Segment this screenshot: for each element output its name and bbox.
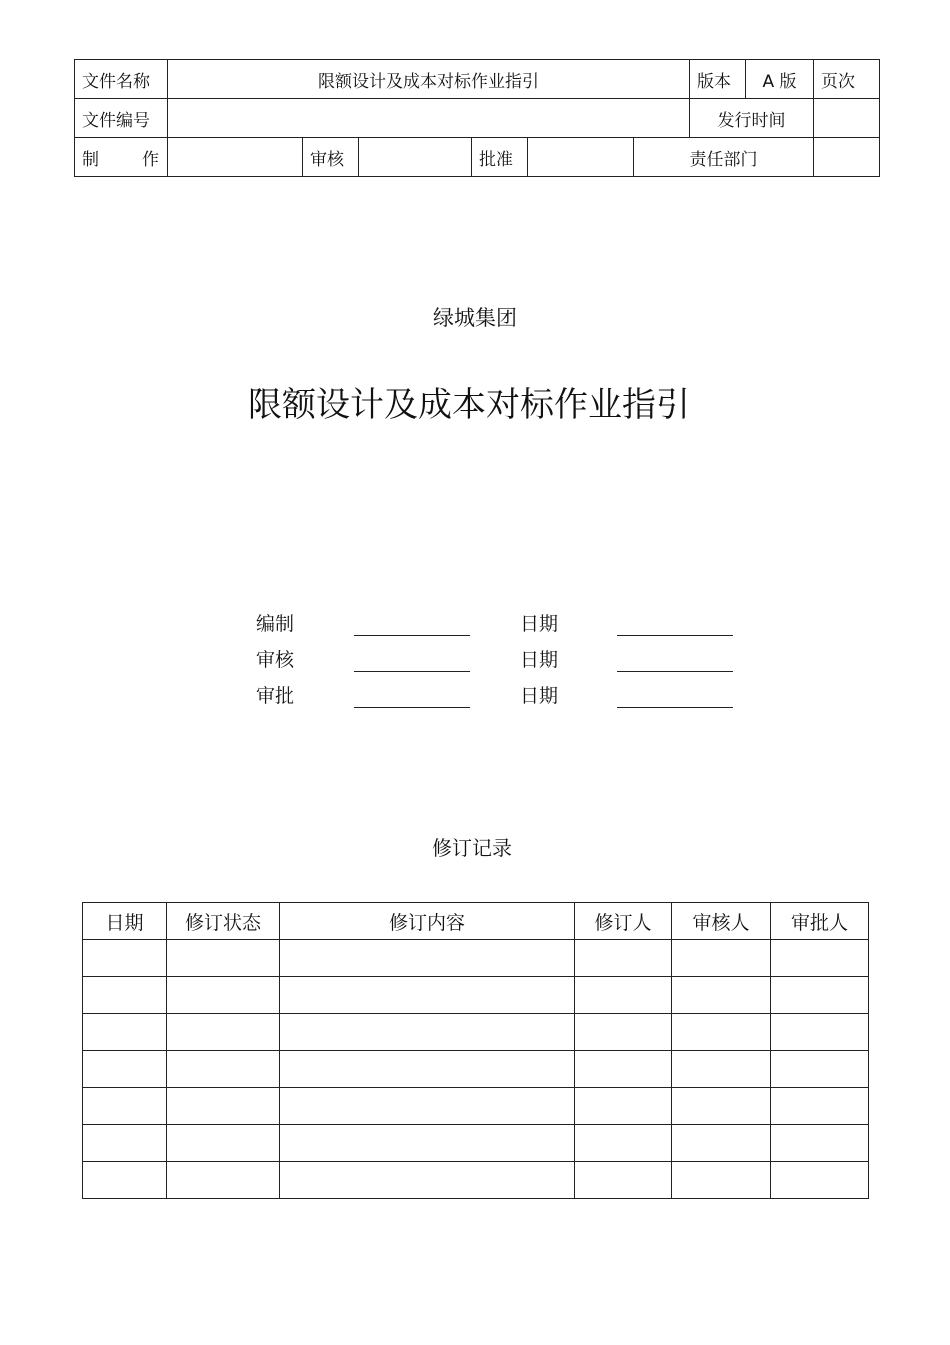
signature-role: 审批 xyxy=(256,685,295,707)
responsible-dept-value xyxy=(814,138,880,177)
file-name-value: 限额设计及成本对标作业指引 xyxy=(168,60,690,99)
table-cell xyxy=(167,1088,280,1125)
table-cell xyxy=(280,1162,575,1199)
table-cell xyxy=(575,1162,672,1199)
issue-time-label: 发行时间 xyxy=(690,99,814,138)
table-cell xyxy=(167,977,280,1014)
made-by-label: 制作 xyxy=(75,138,168,177)
column-header-approver: 审批人 xyxy=(771,903,869,940)
issue-time-value xyxy=(814,99,880,138)
table-cell xyxy=(771,1051,869,1088)
signature-date-label: 日期 xyxy=(520,613,559,635)
approve-label: 批准 xyxy=(472,138,528,177)
table-cell xyxy=(280,977,575,1014)
table-cell xyxy=(672,940,771,977)
file-number-value xyxy=(168,99,690,138)
table-cell xyxy=(575,1125,672,1162)
signature-line xyxy=(354,635,470,636)
responsible-dept-label: 责任部门 xyxy=(634,138,814,177)
signature-role: 编制 xyxy=(256,613,295,635)
approve-value xyxy=(528,138,634,177)
review-label: 审核 xyxy=(303,138,359,177)
column-header-reviser: 修订人 xyxy=(575,903,672,940)
table-row xyxy=(83,1051,869,1088)
table-cell xyxy=(280,1014,575,1051)
table-cell xyxy=(83,1051,167,1088)
table-cell xyxy=(672,1014,771,1051)
table-cell xyxy=(672,1051,771,1088)
table-cell xyxy=(575,1014,672,1051)
column-header-status: 修订状态 xyxy=(167,903,280,940)
table-cell xyxy=(83,1125,167,1162)
signature-line xyxy=(354,707,470,708)
table-cell xyxy=(575,1088,672,1125)
signature-date-line xyxy=(617,635,733,636)
column-header-date: 日期 xyxy=(83,903,167,940)
table-cell xyxy=(771,1125,869,1162)
table-cell xyxy=(672,1125,771,1162)
file-number-label: 文件编号 xyxy=(75,99,168,138)
file-name-label: 文件名称 xyxy=(75,60,168,99)
table-cell xyxy=(167,1162,280,1199)
signature-date-label: 日期 xyxy=(520,649,559,671)
column-header-content: 修订内容 xyxy=(280,903,575,940)
made-by-value xyxy=(168,138,303,177)
signature-date-label: 日期 xyxy=(520,685,559,707)
table-cell xyxy=(83,1088,167,1125)
column-header-reviewer: 审核人 xyxy=(672,903,771,940)
table-cell xyxy=(280,1088,575,1125)
table-cell xyxy=(83,940,167,977)
signature-line xyxy=(354,671,470,672)
table-cell xyxy=(672,977,771,1014)
document-header-table xyxy=(74,59,880,177)
table-cell xyxy=(771,977,869,1014)
signature-date-line xyxy=(617,671,733,672)
revision-header-row xyxy=(83,903,869,940)
table-cell xyxy=(167,1014,280,1051)
table-cell xyxy=(83,1162,167,1199)
table-cell xyxy=(672,1088,771,1125)
signature-role: 审核 xyxy=(256,649,295,671)
table-row xyxy=(83,1014,869,1051)
table-cell xyxy=(83,1014,167,1051)
table-cell xyxy=(771,1088,869,1125)
review-value xyxy=(359,138,472,177)
table-cell xyxy=(771,1162,869,1199)
table-cell xyxy=(280,940,575,977)
revision-record-table xyxy=(82,902,869,1199)
table-row xyxy=(83,977,869,1014)
table-row xyxy=(83,940,869,977)
signature-date-line xyxy=(617,707,733,708)
version-label: 版本 xyxy=(690,60,746,99)
table-cell xyxy=(575,940,672,977)
table-cell xyxy=(771,940,869,977)
table-cell xyxy=(167,1051,280,1088)
table-row xyxy=(83,1088,869,1125)
table-cell xyxy=(575,1051,672,1088)
table-row xyxy=(83,1125,869,1162)
table-cell xyxy=(280,1051,575,1088)
document-title: 限额设计及成本对标作业指引 xyxy=(248,385,690,425)
revision-record-title: 修订记录 xyxy=(432,836,512,860)
company-name: 绿城集团 xyxy=(433,306,517,330)
table-cell xyxy=(575,977,672,1014)
table-cell xyxy=(83,977,167,1014)
table-cell xyxy=(672,1162,771,1199)
table-cell xyxy=(167,940,280,977)
version-value: A 版 xyxy=(746,60,814,99)
table-cell xyxy=(167,1125,280,1162)
table-cell xyxy=(280,1125,575,1162)
table-cell xyxy=(771,1014,869,1051)
table-row xyxy=(83,1162,869,1199)
page-label: 页次 xyxy=(814,60,880,99)
